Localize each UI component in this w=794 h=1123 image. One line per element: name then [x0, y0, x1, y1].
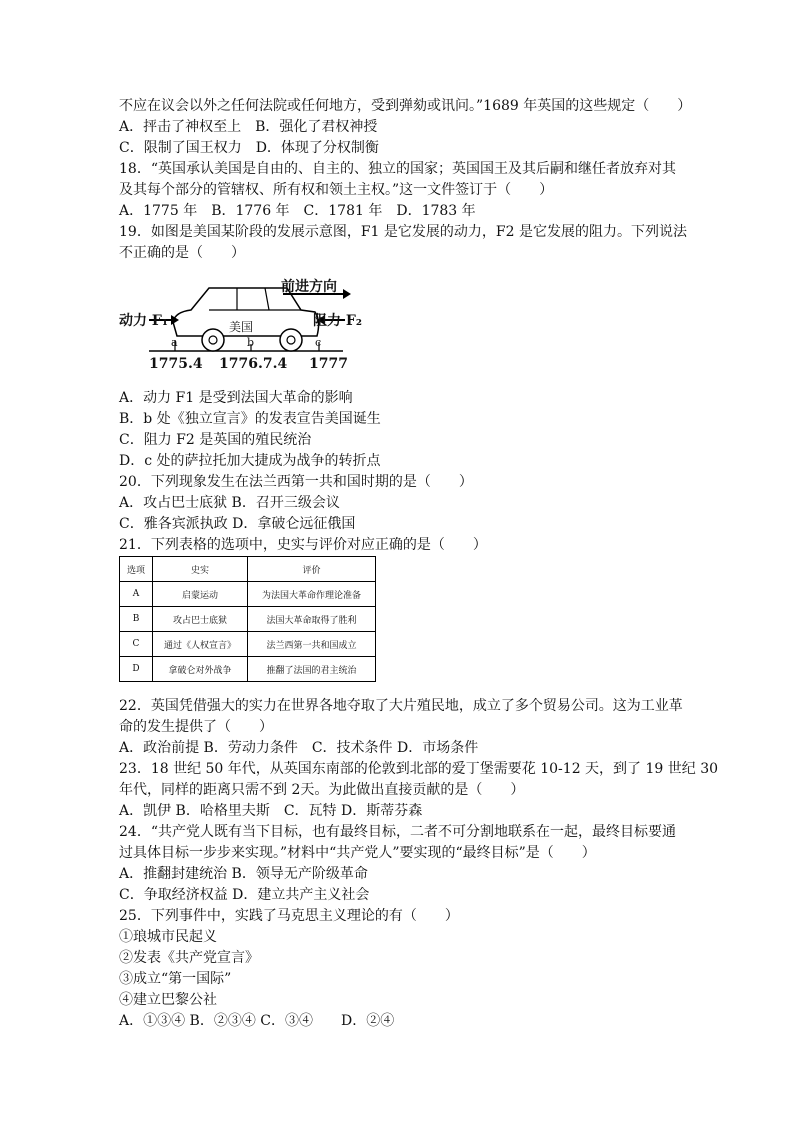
date-b-label: 1776.7.4 [219, 356, 288, 372]
point-b-label: b [247, 336, 255, 349]
q25-item-1: ①琅城市民起义 [119, 929, 217, 945]
q19-stem-line1: 19．如图是美国某阶段的发展示意图，F1 是它发展的动力，F2 是它发展的阻力。下列说法 [119, 224, 687, 240]
force1-label: 动力 F₁ [119, 313, 168, 329]
q20-stem: 20．下列现象发生在法兰西第一共和国时期的是（ ） [119, 474, 473, 490]
q25-item-2: ②发表《共产党宣言》 [119, 950, 259, 966]
table-cell: C [120, 632, 153, 657]
q24-stem-line2: 过具体目标一步步来实现。”材料中“共产党人”要实现的“最终目标”是（ ） [119, 845, 596, 861]
date-c-label: 1777 [309, 356, 348, 372]
q23-stem-line2: 年代，同样的距离只需不到 2天。为此做出直接贡献的是（ ） [119, 782, 525, 798]
q21-table [119, 556, 376, 682]
table-cell: B [120, 607, 153, 632]
table-cell: 法国大革命取得了胜利 [248, 607, 376, 632]
table-row [120, 657, 376, 682]
table-header-cell: 史实 [153, 557, 248, 582]
table-header-row [120, 557, 376, 582]
table-header-cell: 选项 [120, 557, 153, 582]
table-cell: A [120, 582, 153, 607]
point-c-label: c [315, 336, 322, 349]
table-cell: 为法国大革命作理论准备 [248, 582, 376, 607]
car-diagram [119, 268, 362, 376]
q18-options: A．1775 年 B．1776 年 C．1781 年 D．1783 年 [119, 203, 476, 219]
q17-options-ab: A．抨击了神权至上 B．强化了君权神授 [119, 119, 378, 135]
table-cell: 启蒙运动 [153, 582, 248, 607]
q21-stem: 21．下列表格的选项中，史实与评价对应正确的是（ ） [119, 537, 487, 553]
table-cell: D [120, 657, 153, 682]
q24-options-cd: C．争取经济权益 D．建立共产主义社会 [119, 887, 370, 903]
q18-stem-line2: 及其每个部分的管辖权、所有权和领土主权。”这一文件签订于（ ） [119, 182, 554, 198]
q17-stem-tail: 不应在议会以外之任何法院或任何地方，受到弹劾或讯问。”1689 年英国的这些规定（ ） [119, 98, 692, 114]
q23-options: A．凯伊 B．哈格里夫斯 C．瓦特 D．斯蒂芬森 [119, 803, 423, 819]
q24-options-ab: A．推翻封建统治 B．领导无产阶级革命 [119, 866, 368, 882]
q19-option-d: D．c 处的萨拉托加大捷成为战争的转折点 [119, 453, 381, 469]
force2-label: 阻力 F₂ [313, 313, 362, 329]
table-header-cell: 评价 [248, 557, 376, 582]
table-cell: 法兰西第一共和国成立 [248, 632, 376, 657]
q20-options-cd: C．雅各宾派执政 D．拿破仑远征俄国 [119, 516, 356, 532]
q20-options-ab: A．攻占巴士底狱 B．召开三级会议 [119, 495, 340, 511]
date-a-label: 1775.4 [149, 356, 203, 372]
table-row [120, 607, 376, 632]
q18-stem-line1: 18．“英国承认美国是自由的、自主的、独立的国家；英国国王及其后嗣和继任者放弃对其 [119, 161, 676, 177]
q22-options: A．政治前提 B．劳动力条件 C．技术条件 D．市场条件 [119, 740, 479, 756]
q19-option-b: B．b 处《独立宣言》的发表宣告美国诞生 [119, 411, 381, 427]
table-row [120, 632, 376, 657]
table-cell: 攻占巴士底狱 [153, 607, 248, 632]
q17-options-cd: C．限制了国王权力 D．体现了分权制衡 [119, 140, 379, 156]
q25-options: A．①③④ B．②③④ C．③④ D．②④ [119, 1013, 395, 1029]
table-cell: 通过《人权宣言》 [153, 632, 248, 657]
q19-stem-line2: 不正确的是（ ） [119, 245, 245, 261]
car-label: 美国 [229, 320, 254, 334]
q22-stem-line1: 22．英国凭借强大的实力在世界各地夺取了大片殖民地，成立了多个贸易公司。这为工业革 [119, 698, 683, 714]
q25-stem: 25．下列事件中，实践了马克思主义理论的有（ ） [119, 908, 459, 924]
q19-option-c: C．阻力 F2 是英国的殖民统治 [119, 432, 312, 448]
q25-item-4: ④建立巴黎公社 [119, 992, 217, 1008]
table-cell: 推翻了法国的君主统治 [248, 657, 376, 682]
direction-label: 前进方向 [281, 279, 337, 295]
q19-option-a: A．动力 F1 是受到法国大革命的影响 [119, 390, 353, 406]
q23-stem-line1: 23．18 世纪 50 年代，从英国东南部的伦敦到北部的爱丁堡需要花 10-12 天，到了 19 世纪 30 [119, 761, 719, 777]
q22-stem-line2: 命的发生提供了（ ） [119, 719, 273, 735]
point-a-label: a [171, 336, 178, 349]
table-cell: 拿破仑对外战争 [153, 657, 248, 682]
q25-item-3: ③成立“第一国际” [119, 971, 232, 987]
q24-stem-line1: 24．“共产党人既有当下目标，也有最终目标，二者不可分割地联系在一起，最终目标要通 [119, 824, 676, 840]
table-row [120, 582, 376, 607]
